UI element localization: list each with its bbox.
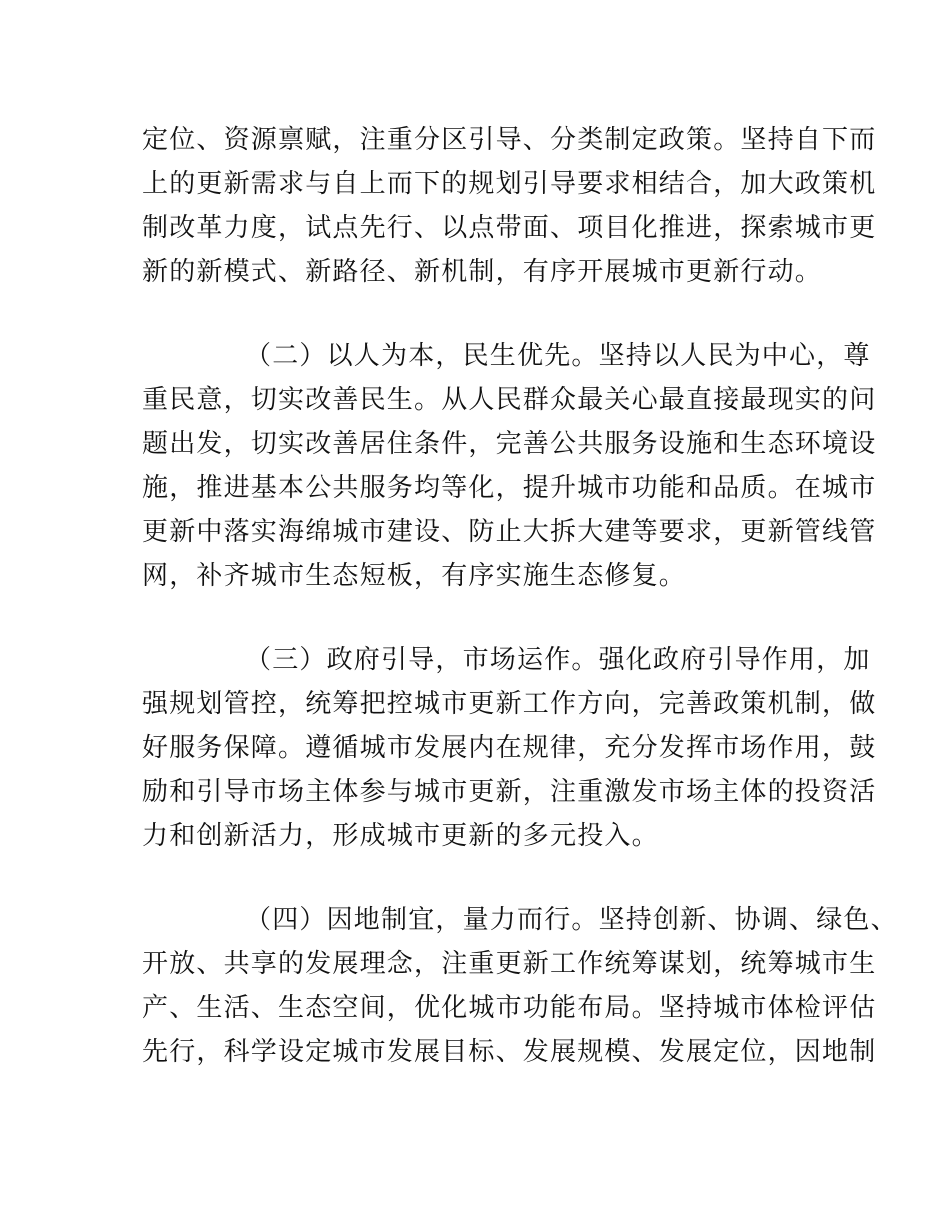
paragraph-2-line-4: 施，推进基本公共服务均等化，提升城市功能和品质。在城市 — [142, 473, 877, 503]
paragraph-4-line-2: 开放、共享的发展理念，注重更新工作统筹谋划，统筹城市生 — [142, 949, 877, 979]
paragraph-2-line-2: 重民意，切实改善民生。从人民群众最关心最直接最现实的问 — [142, 385, 877, 415]
paragraph-3-line-4: 励和引导市场主体参与城市更新，注重激发市场主体的投资活 — [142, 777, 877, 807]
paragraph-1-line-2: 上的更新需求与自上而下的规划引导要求相结合，加大政策机 — [142, 169, 877, 199]
paragraph-4-line-3: 产、生活、生态空间，优化城市功能布局。坚持城市体检评估 — [142, 993, 877, 1023]
paragraph-2-line-1: （二）以人为本，民生优先。坚持以人民为中心，尊 — [245, 341, 871, 371]
paragraph-1-line-4: 新的新模式、新路径、新机制，有序开展城市更新行动。 — [142, 257, 823, 287]
paragraph-2-line-3: 题出发，切实改善居住条件，完善公共服务设施和生态环境设 — [142, 429, 877, 459]
paragraph-1-line-1: 定位、资源禀赋，注重分区引导、分类制定政策。坚持自下而 — [142, 125, 877, 155]
paragraph-2-line-6: 网，补齐城市生态短板，有序实施生态修复。 — [142, 561, 687, 591]
paragraph-3-line-1: （三）政府引导，市场运作。强化政府引导作用，加 — [245, 645, 871, 675]
paragraph-3-line-3: 好服务保障。遵循城市发展内在规律，充分发挥市场作用，鼓 — [142, 733, 877, 763]
paragraph-3-line-5: 力和创新活力，形成城市更新的多元投入。 — [142, 821, 659, 851]
paragraph-2-line-5: 更新中落实海绵城市建设、防止大拆大建等要求，更新管线管 — [142, 517, 877, 547]
paragraph-1-line-3: 制改革力度，试点先行、以点带面、项目化推进，探索城市更 — [142, 213, 877, 243]
paragraph-3-line-2: 强规划管控，统筹把控城市更新工作方向，完善政策机制，做 — [142, 689, 877, 719]
paragraph-4-line-1: （四）因地制宜，量力而行。坚持创新、协调、绿色、 — [245, 905, 898, 935]
paragraph-4-line-4: 先行，科学设定城市发展目标、发展规模、发展定位，因地制 — [142, 1037, 877, 1067]
